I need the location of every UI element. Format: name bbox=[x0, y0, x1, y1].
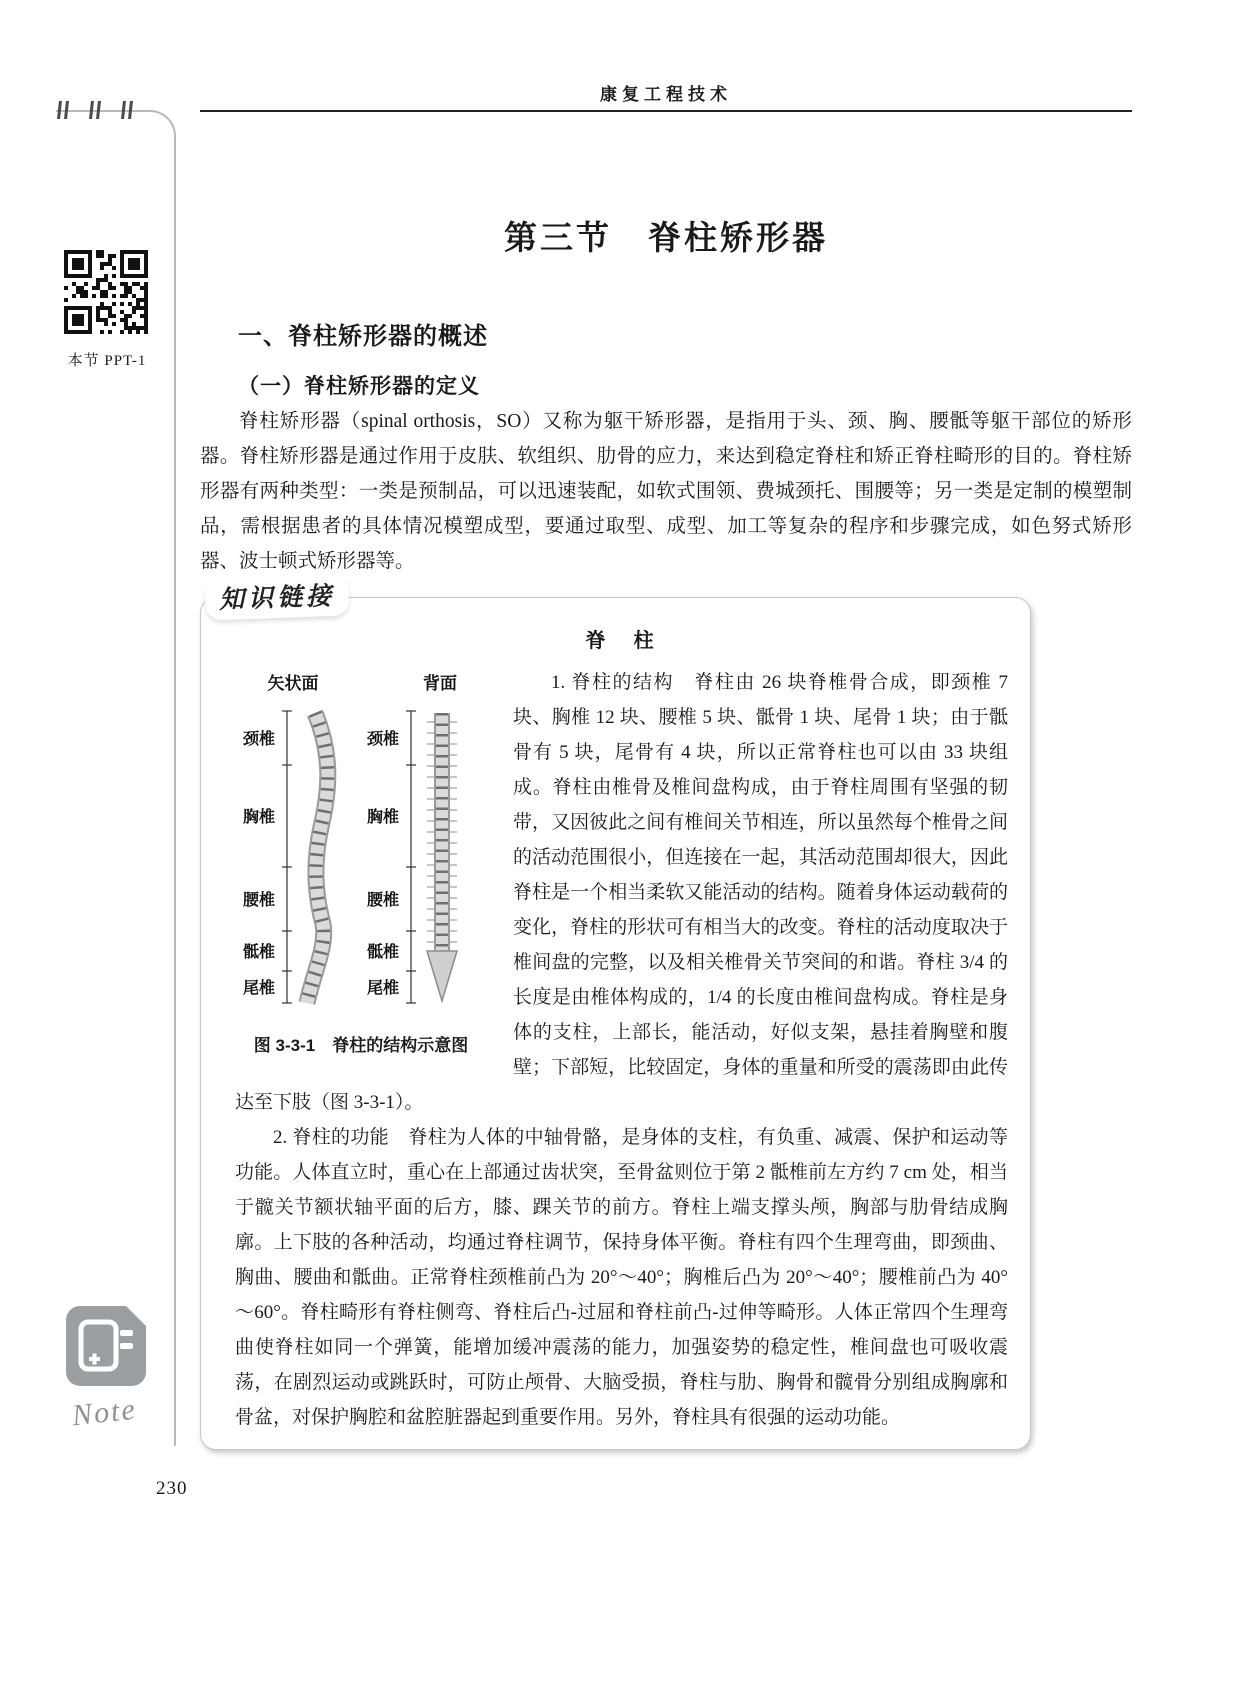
figure-caption: 图 3-3-1 脊柱的结构示意图 bbox=[253, 1036, 469, 1055]
subsection-heading: （一）脊柱矫形器的定义 bbox=[238, 374, 480, 398]
posterior-bracket bbox=[406, 711, 416, 1003]
spine-diagram bbox=[235, 669, 487, 1021]
qr-block bbox=[64, 250, 150, 370]
binder-mark-icon bbox=[57, 101, 69, 119]
note-script-label: Note bbox=[70, 1392, 139, 1433]
label-lumbar: 腰椎 bbox=[242, 892, 276, 909]
header-rule bbox=[200, 110, 1132, 112]
sagittal-labels bbox=[242, 729, 275, 997]
knowledge-box bbox=[200, 582, 1031, 1450]
label-sacral: 骶椎 bbox=[366, 944, 400, 961]
label-lumbar: 腰椎 bbox=[366, 892, 400, 909]
spine-figure bbox=[235, 669, 487, 1056]
label-coccyx: 尾椎 bbox=[242, 980, 276, 997]
page-header: 康复工程技术 bbox=[600, 85, 732, 104]
binder-marks-icon bbox=[58, 101, 132, 119]
knowledge-box-tag: 知识链接 bbox=[204, 573, 349, 620]
label-sacral: 骶椎 bbox=[242, 944, 276, 961]
label-cervical: 颈椎 bbox=[242, 731, 276, 748]
paragraph-spine-structure: 1. 脊柱的结构 脊柱由 26 块脊椎骨合成，即颈椎 7 块、胸椎 12 块、腰椎 5 块、骶骨 1 块、尾骨 1 块；由于骶骨有 5 块，尾骨有 4 块，所以正常脊柱也可以由 33 块组成。脊柱由椎骨及椎间盘构成，由于脊柱周围有坚强的韧带，又因彼此之间有椎间关节相连，所以虽然每个椎骨之间的活动范围很小，但连接在一起，其活动范围却很大，因此脊柱是一个相当柔软又能活动的结构。随着身体运动载荷的变化，脊柱的形状可有相当大的改变。脊柱的活动度取决于椎间盘的完整，以及相关椎骨关节突间的和谐。脊柱 3/4 的长度是由椎体构成的，1/4 的长度由椎间盘构成。脊柱是身体的支柱，上部长，能活动，好似支架，悬挂着胸壁和腹壁；下部短，比较固定，身体的重量和所受的震荡即由此传达至下肢（图 3-3-1）。 bbox=[235, 672, 1008, 1113]
label-cervical: 颈椎 bbox=[366, 731, 400, 748]
posterior-labels bbox=[366, 729, 399, 997]
binder-mark-icon bbox=[121, 101, 133, 119]
label-thoracic: 胸椎 bbox=[366, 809, 400, 826]
sagittal-spine-drawing bbox=[307, 713, 328, 1003]
intro-paragraph: 脊柱矫形器（spinal orthosis，SO）又称为躯干矫形器，是指用于头、颈、胸、腰骶等躯干部位的矫形器。脊柱矫形器是通过作用于皮肤、软组织、肋骨的应力，来达到稳定脊柱和矫正脊柱畸形的目的。脊柱矫形器有两种类型：一类是预制品，可以迅速装配，如软式围领、费城颈托、围腰等；另一类是定制的模塑制品，需根据患者的具体情况模塑成型，要通过取型、成型、加工等复杂的程序和步骤完成，如色努式矫形器、波士顿式矫形器等。 bbox=[200, 411, 1132, 572]
sagittal-view-label: 矢状面 bbox=[267, 674, 319, 693]
sagittal-bracket bbox=[282, 711, 292, 1003]
section-heading: 一、脊柱矫形器的概述 bbox=[238, 323, 488, 350]
knowledge-box-title: 脊 柱 bbox=[585, 630, 658, 652]
qr-caption: 本节 PPT-1 bbox=[67, 353, 147, 369]
chapter-title: 第三节 脊柱矫形器 bbox=[504, 221, 828, 257]
posterior-spine-drawing bbox=[427, 713, 457, 1001]
posterior-view-label: 背面 bbox=[423, 674, 457, 693]
binder-mark-icon bbox=[89, 101, 101, 119]
note-icon bbox=[66, 1306, 146, 1386]
label-thoracic: 胸椎 bbox=[242, 809, 276, 826]
label-coccyx: 尾椎 bbox=[366, 980, 400, 997]
page-number: 230 bbox=[156, 1478, 188, 1499]
qr-code-icon bbox=[64, 250, 148, 334]
note-block bbox=[66, 1306, 148, 1391]
paragraph-spine-function: 2. 脊柱的功能 脊柱为人体的中轴骨骼，是身体的支柱，有负重、减震、保护和运动等功能。人体直立时，重心在上部通过齿状突，至骨盆则位于第 2 骶椎前左方约 7 cm 处，相当于髋关节额状轴平面的后方，膝、踝关节的前方。脊柱上端支撑头颅，胸部与肋骨结成胸廓。上下肢的各种活动，均通过脊柱调节，保持身体平衡。脊柱有四个生理弯曲，即颈曲、胸曲、腰曲和骶曲。正常脊柱颈椎前凸为 20°～40°；胸椎后凸为 20°～40°；腰椎前凸为 40°～60°。脊柱畸形有脊柱侧弯、脊柱后凸-过屈和脊柱前凸-过伸等畸形。人体正常四个生理弯曲使脊柱如同一个弹簧，能增加缓冲震荡的能力，加强姿势的稳定性，椎间盘也可吸收震荡，在剧烈运动或跳跃时，可防止颅骨、大脑受损，脊柱与肋、胸骨和髋骨分别组成胸廓和骨盆，对保护胸腔和盆腔脏器起到重要作用。另外，脊柱具有很强的运动功能。 bbox=[235, 1127, 1008, 1428]
